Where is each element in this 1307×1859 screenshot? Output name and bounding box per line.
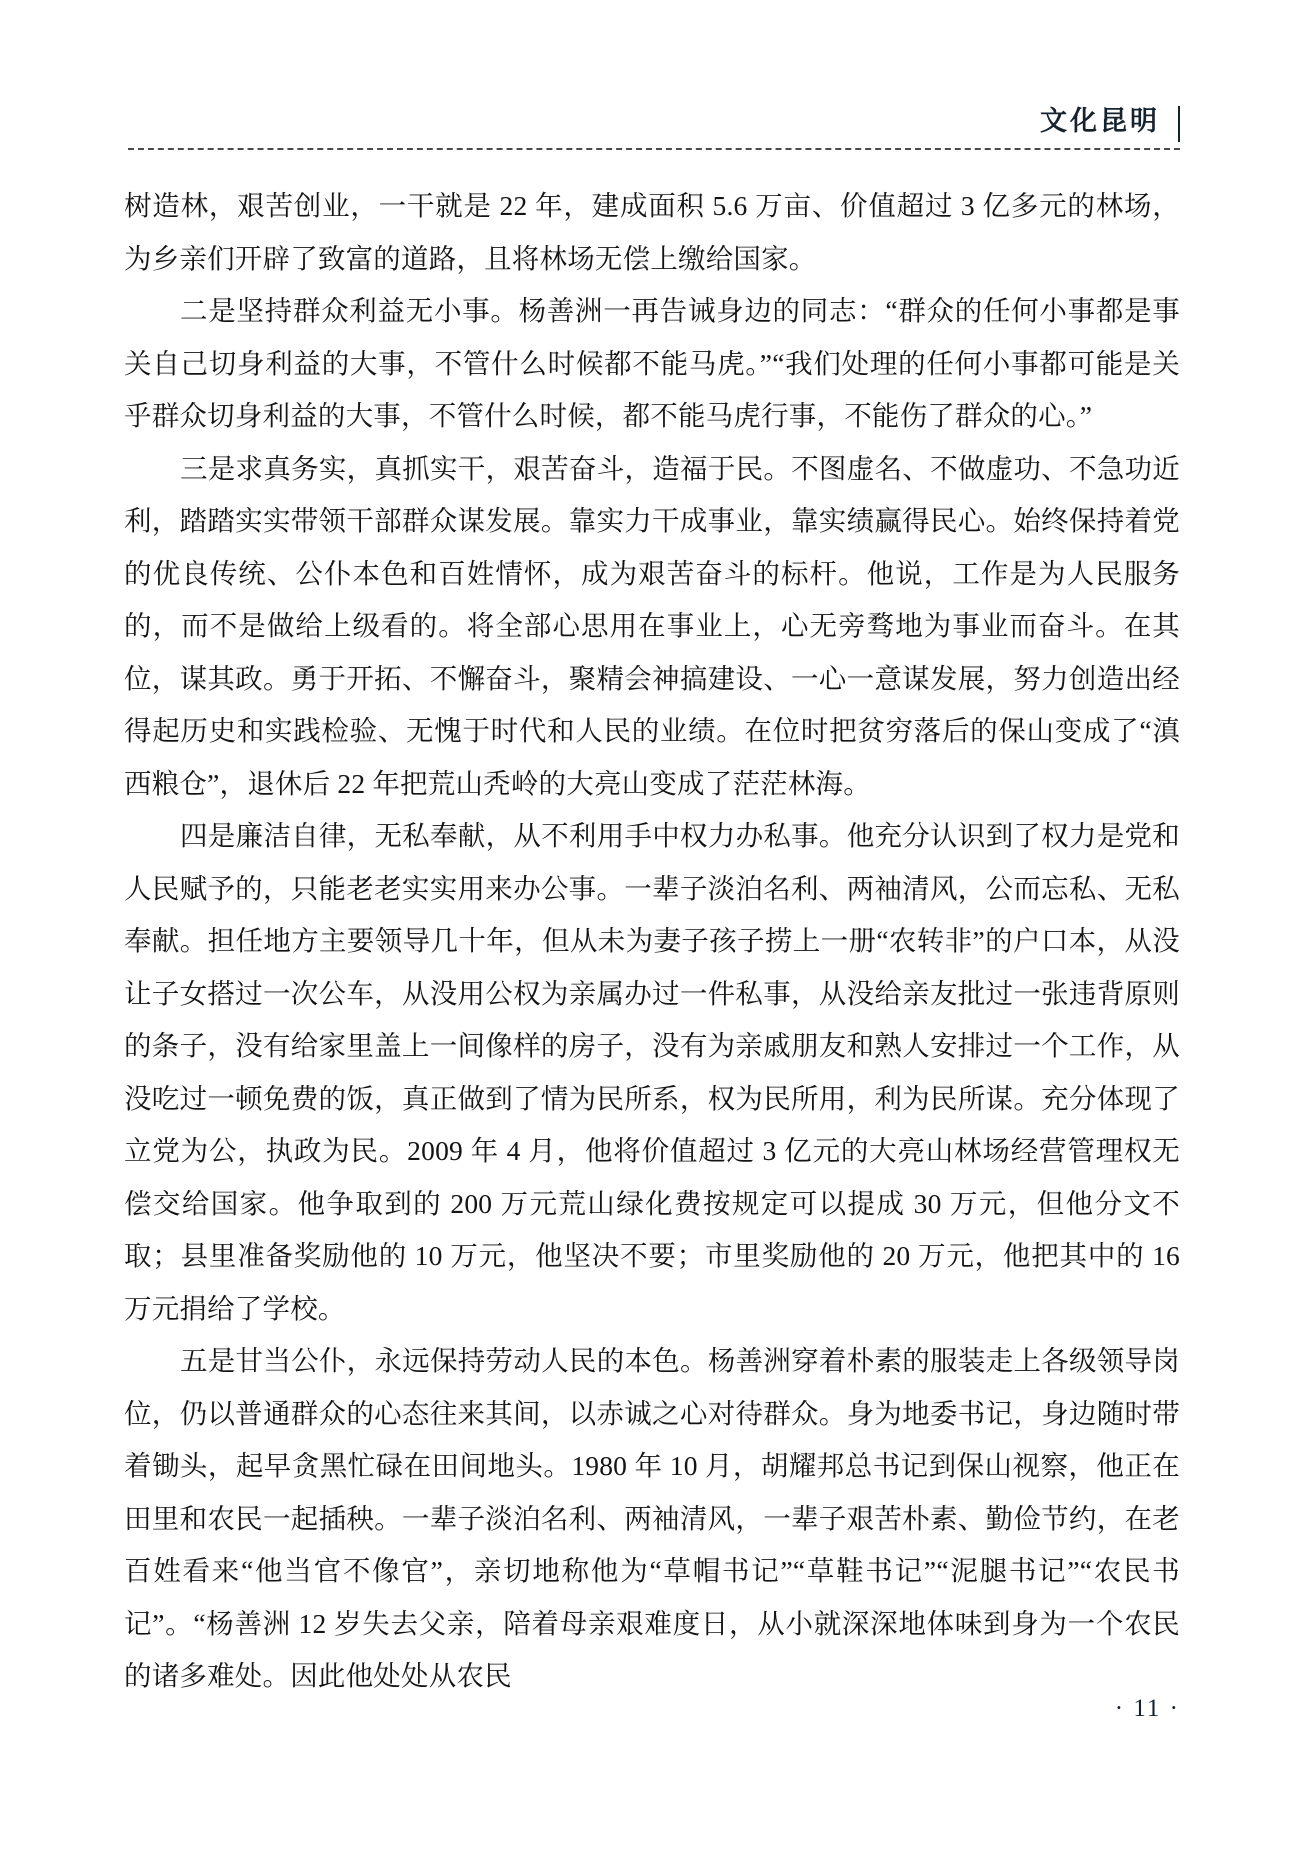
header-divider <box>128 148 1180 150</box>
header-title-rule <box>1178 106 1180 142</box>
page-number: · 11 · <box>1114 1695 1180 1722</box>
page-header <box>128 104 1180 156</box>
paragraph-5: 五是甘当公仆，永远保持劳动人民的本色。杨善洲穿着朴素的服装走上各级领导岗位，仍以普通群众的心态往来其间，以赤诚之心对待群众。身为地委书记，身边随时带着锄头，起早贪黑忙碌在田间地头。1980 年 10 月，胡耀邦总书记到保山视察，他正在田里和农民一起插秧。一辈子淡泊名利、两袖清风，一辈子艰苦朴素、勤俭节约，在老百姓看来“他当官不像官”，亲切地称他为“草帽书记”“草鞋书记”“泥腿书记”“农民书记”。“杨善洲 12 岁失去父亲，陪着母亲艰难度日，从小就深深地体味到身为一个农民的诸多难处。因此他处处从农民 <box>124 1345 1180 1691</box>
paragraph-1: 树造林，艰苦创业，一干就是 22 年，建成面积 5.6 万亩、价值超过 3 亿多元的林场，为乡亲们开辟了致富的道路，且将林场无偿上缴给国家。 <box>124 190 1180 274</box>
paragraph-4: 四是廉洁自律，无私奉献，从不利用手中权力办私事。他充分认识到了权力是党和人民赋予的，只能老老实实用来办公事。一辈子淡泊名利、两袖清风，公而忘私、无私奉献。担任地方主要领导几十年，但从未为妻子孩子捞上一册“农转非”的户口本，从没让子女搭过一次公车，从没用公权为亲属办过一件私事，从没给亲友批过一张违背原则的条子，没有给家里盖上一间像样的房子，没有为亲戚朋友和熟人安排过一个工作，从没吃过一顿免费的饭，真正做到了情为民所系，权为民所用，利为民所谋。充分体现了立党为公，执政为民。2009 年 4 月，他将价值超过 3 亿元的大亮山林场经营管理权无偿交给国家。他争取到的 200 万元荒山绿化费按规定可以提成 30 万元，但他分文不取；县里准备奖励他的 10 万元，他坚决不要；市里奖励他的 20 万元，他把其中的 16 万元捐给了学校。 <box>124 820 1180 1324</box>
header-title: 文化昆明 <box>1040 106 1160 136</box>
paragraph-3: 三是求真务实，真抓实干，艰苦奋斗，造福于民。不图虚名、不做虚功、不急功近利，踏踏实实带领干部群众谋发展。靠实力干成事业，靠实绩赢得民心。始终保持着党的优良传统、公仆本色和百姓情怀，成为艰苦奋斗的标杆。他说，工作是为人民服务的，而不是做给上级看的。将全部心思用在事业上，心无旁骛地为事业而奋斗。在其位，谋其政。勇于开拓、不懈奋斗，聚精会神搞建设、一心一意谋发展，努力创造出经得起历史和实践检验、无愧于时代和人民的业绩。在位时把贫穷落后的保山变成了“滇西粮仓”，退休后 22 年把荒山秃岭的大亮山变成了茫茫林海。 <box>124 452 1180 799</box>
page-body <box>124 180 1180 1703</box>
paragraph-2: 二是坚持群众利益无小事。杨善洲一再告诫身边的同志：“群众的任何小事都是事关自己切身利益的大事，不管什么时候都不能马虎。”“我们处理的任何小事都可能是关乎群众切身利益的大事，不管什么时候，都不能马虎行事，不能伤了群众的心。” <box>124 295 1180 431</box>
